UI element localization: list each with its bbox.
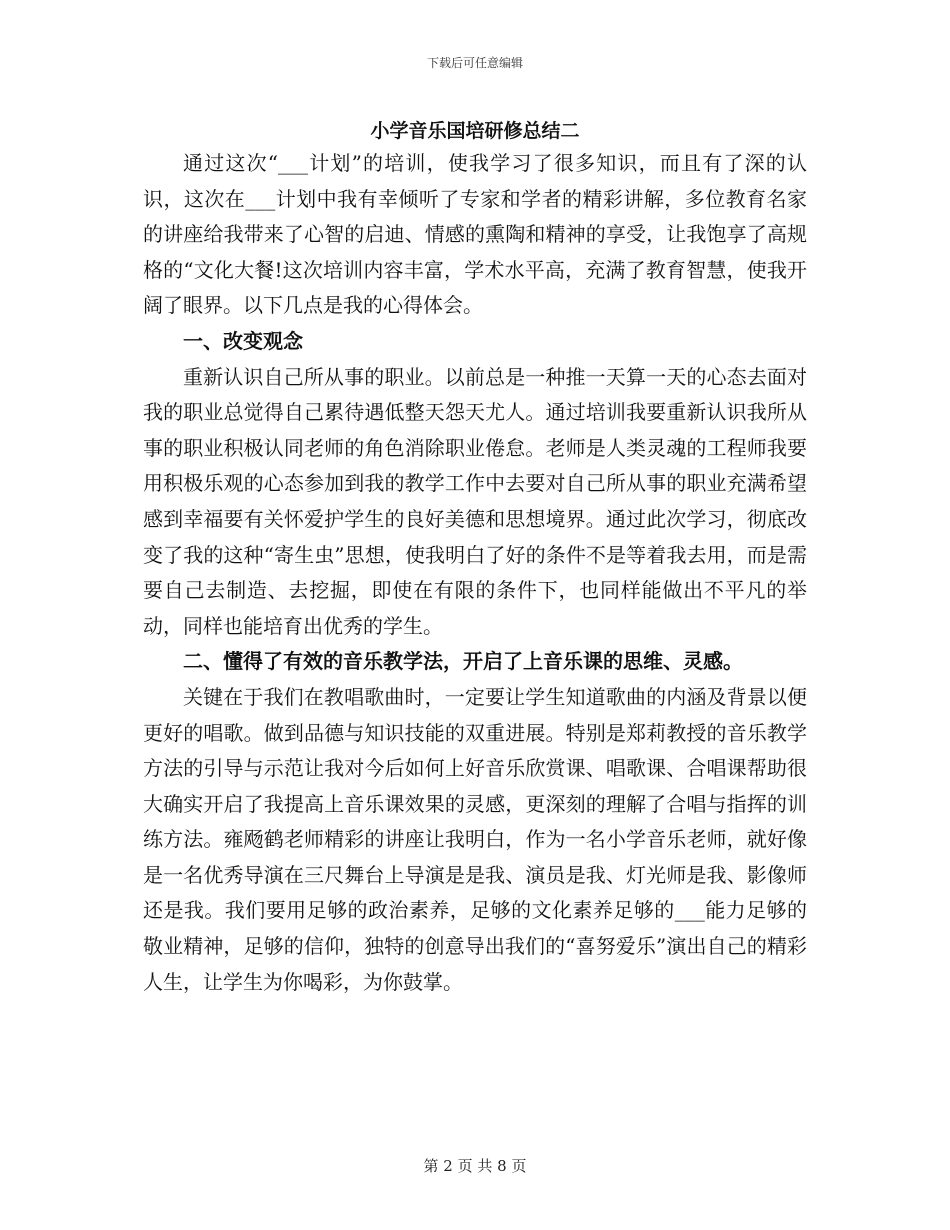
- document-title: 小学音乐国培研修总结二: [370, 120, 580, 142]
- paragraph-intro: 通过这次“___计划”的培训，使我学习了很多知识，而且有了深的认识，这次在___计划中我有幸倾听了专家和学者的精彩讲解，多位教育名家的讲座给我带来了心智的启迪、情感的熏陶和精神的享受，让我饱享了高规格的“文化大餐!这次培训内容丰富，学术水平高，充满了教育智慧，使我开阔了眼界。以下几点是我的心得体会。: [143, 151, 807, 318]
- paragraph-section-1: 重新认识自己所从事的职业。以前总是一种推一天算一天的心态去面对我的职业总觉得自己累待遇低整天怨天尤人。通过培训我要重新认识我所从事的职业积极认同老师的角色消除职业倦怠。老师是人类灵魂的工程师我要用积极乐观的心态参加到我的教学工作中去要对自己所从事的职业充满希望感到幸福要有关怀爱护学生的良好美德和思想境界。通过此次学习，彻底改变了我的这种“寄生虫”思想，使我明白了好的条件不是等着我去用，而是需要自己去制造、去挖掘，即使在有限的条件下，也同样能做出不平凡的举动，同样也能培育出优秀的学生。: [143, 364, 807, 638]
- paragraph-section-2: 关键在于我们在教唱歌曲时，一定要让学生知道歌曲的内涵及背景以便更好的唱歌。做到品德与知识技能的双重进展。特别是郑莉教授的音乐教学方法的引导与示范让我对今后如何上好音乐欣赏课、唱歌课、合唱课帮助很大确实开启了我提高上音乐课效果的灵感，更深刻的理解了合唱与指挥的训练方法。雍飏鹤老师精彩的讲座让我明白，作为一名小学音乐老师，就好像是一名优秀导演在三尺舞台上导演是是我、演员是我、灯光师是我、影像师还是我。我们要用足够的政治素养，足够的文化素养足够的___能力足够的敬业精神，足够的信仰，独特的创意导出我们的“喜努爱乐”演出自己的精彩人生，让学生为你喝彩，为你鼓掌。: [143, 684, 807, 994]
- section-heading-1: 一、改变观念: [183, 328, 303, 353]
- document-body: [143, 146, 807, 1000]
- section-heading-2: 二、懂得了有效的音乐教学法，开启了上音乐课的思维、灵感。: [183, 649, 743, 674]
- page-footer: 第 2 页 共 8 页: [423, 1157, 527, 1175]
- page-header: 下载后可任意编辑: [426, 56, 523, 70]
